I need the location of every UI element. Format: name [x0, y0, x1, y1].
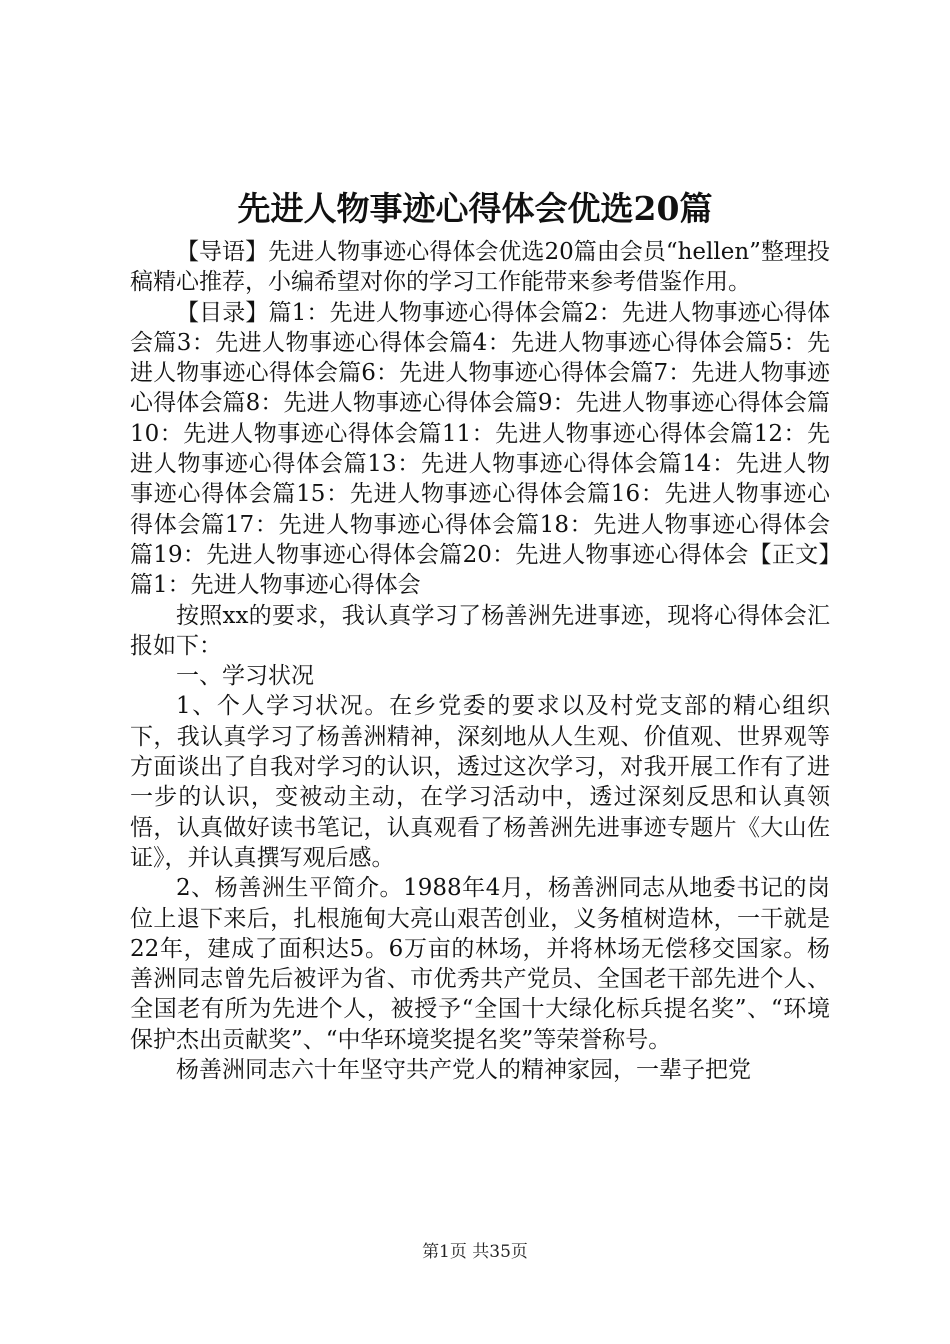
paragraph-intro: 【导语】先进人物事迹心得体会优选20篇由会员“hellen”整理投稿精心推荐，小编希望对你的学习工作能带来参考借鉴作用。: [130, 239, 830, 296]
paragraph-biography: 2、杨善洲生平简介。1988年4月，杨善洲同志从地委书记的岗位上退下来后，扎根施甸大亮山艰苦创业，义务植树造林，一干就是22年，建成了面积达5。6万亩的林场，并将林场无偿移交国家。杨善洲同志曾先后被评为省、市优秀共产党员、全国老干部先进个人、全国老有所为先进个人，被授予“全国十大绿化标兵提名奖”、“环境保护杰出贡献奖”、“中华环境奖提名奖”等荣誉称号。: [130, 875, 830, 1053]
document-body: [130, 237, 830, 1085]
paragraph-opening: 按照xx的要求，我认真学习了杨善洲先进事迹，现将心得体会汇报如下：: [130, 602, 830, 659]
section-heading: 一、学习状况: [176, 663, 314, 690]
page-number-footer: 第1页 共35页: [422, 1242, 528, 1262]
paragraph-continued: 杨善洲同志六十年坚守共产党人的精神家园，一辈子把党: [176, 1057, 751, 1084]
document-title: 先进人物事迹心得体会优选20篇: [237, 189, 713, 228]
paragraph-toc: 【目录】篇1：先进人物事迹心得体会篇2：先进人物事迹心得体会篇3：先进人物事迹心得体会篇4：先进人物事迹心得体会篇5：先进人物事迹心得体会篇6：先进人物事迹心得体会篇7：先进人物事迹心得体会篇8：先进人物事迹心得体会篇9：先进人物事迹心得体会篇10：先进人物事迹心得体会篇11：先进人物事迹心得体会篇12：先进人物事迹心得体会篇13：先进人物事迹心得体会篇14：先进人物事迹心得体会篇15：先进人物事迹心得体会篇16：先进人物事迹心得体会篇17：先进人物事迹心得体会篇18：先进人物事迹心得体会篇19：先进人物事迹心得体会篇20：先进人物事迹心得体会【正文】篇1：先进人物事迹心得体会: [130, 299, 830, 599]
paragraph-study: 1、个人学习状况。在乡党委的要求以及村党支部的精心组织下，我认真学习了杨善洲精神，深刻地从人生观、价值观、世界观等方面谈出了自我对学习的认识，透过这次学习，对我开展工作有了进一步的认识，变被动主动，在学习活动中，透过深刻反思和认真领悟，认真做好读书笔记，认真观看了杨善洲先进事迹专题片《大山佐证》，并认真撰写观后感。: [130, 693, 830, 871]
